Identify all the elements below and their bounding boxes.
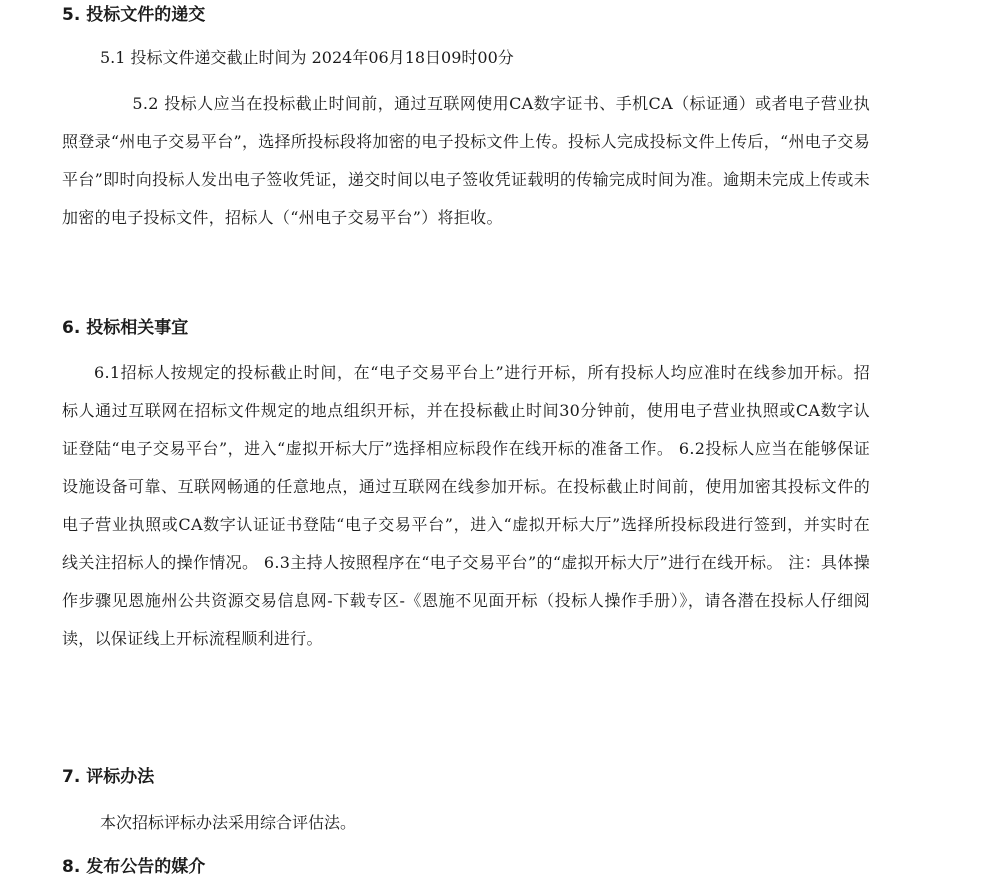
section-7-text: 本次招标评标办法采用综合评估法。 [100,813,357,832]
section-5-heading: 5. 投标文件的递交 [62,5,206,25]
section-6-text: 6.1招标人按规定的投标截止时间，在“电子交易平台上”进行开标，所有投标人均应准时在线参加开标。招标人通过互联网在招标文件规定的地点组织开标，并在投标截止时间30分钟前，使用电子营业执照或CA数字认证登陆“电子交易平台”，进入“虚拟开标大厅”选择相应标段作在线开标的准备工作。 6.2投标人应当在能够保证设施设备可靠、互联网畅通的任意地点，通过互联网在线参加开标。在投标截止时间前，使用加密其投标文件的电子营业执照或CA数字认证证书登陆“电子交易平台”，进入“虚拟开标大厅”选择所投标段进行签到，并实时在线关注招标人的操作情况。 6.3主持人按照程序在“电子交易平台”的“虚拟开标大厅”进行在线开标。 注：具体操作步骤见恩施州公共资源交易信息网-下载专区-《恩施不见面开标（投标人操作手册）》，请各潜在投标人仔细阅读，以保证线上开标流程顺利进行。 [62,363,870,648]
section-5-2-text: 5.2 投标人应当在投标截止时间前，通过互联网使用CA数字证书、手机CA（标证通）或者电子营业执照登录“州电子交易平台”，选择所投标段将加密的电子投标文件上传。投标人完成投标文件上传后，“州电子交易平台”即时向投标人发出电子签收凭证，递交时间以电子签收凭证载明的传输完成时间为准。逾期未完成上传或未加密的电子投标文件，招标人（“州电子交易平台”）将拒收。 [62,94,870,227]
section-7-heading: 7. 评标办法 [62,767,155,787]
section-8-heading: 8. 发布公告的媒介 [62,857,206,877]
section-5-1-text: 5.1 投标文件递交截止时间为 2024年06月18日09时00分 [100,48,514,67]
section-6-heading: 6. 投标相关事宜 [62,318,189,338]
